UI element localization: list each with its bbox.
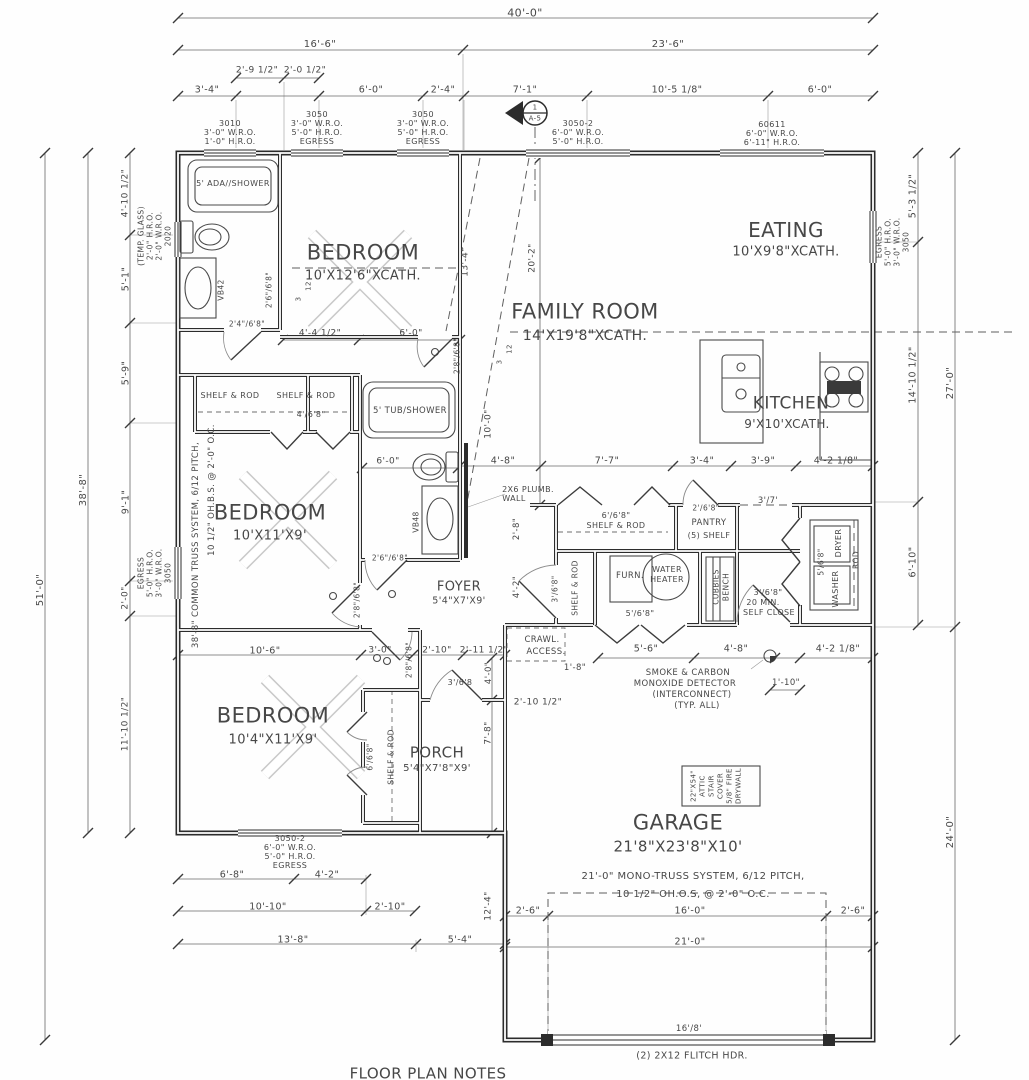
plan-label: 3'-0" W.R.O. xyxy=(396,119,450,128)
plan-label: 2'-10" xyxy=(422,645,452,656)
plan-label: 10'-0" xyxy=(483,409,494,439)
plan-label: 7'-1" xyxy=(512,84,538,96)
plan-label: 5/8" FIRE xyxy=(725,768,734,804)
plan-label: 3 xyxy=(294,296,303,302)
plan-label: 11'-10 1/2" xyxy=(120,696,131,752)
plan-label: 2'-11 1/2" xyxy=(459,645,509,656)
plan-label: 6'-0" xyxy=(807,84,833,96)
plan-label: 14'-10 1/2" xyxy=(907,346,919,404)
plan-label: 6'-0" W.R.O. xyxy=(745,129,799,138)
plan-label: 3050 xyxy=(306,110,328,119)
plan-label: 4'-2" xyxy=(511,575,522,599)
plan-label: 2'-9 1/2" xyxy=(235,65,279,76)
plan-label: 2'-10" xyxy=(374,901,406,913)
plan-label: 5'-0" H.R.O. xyxy=(883,217,893,267)
plan-label: 1'-10" xyxy=(772,677,800,688)
plan-label: 3'-9" xyxy=(750,455,776,467)
plan-label: 16'-0" xyxy=(674,905,706,917)
plan-label: 9'X10'XCATH. xyxy=(744,417,830,431)
plan-label: 4'-0" xyxy=(483,661,494,685)
plan-label: 3'-0" W.R.O. xyxy=(290,119,344,128)
plan-label: (TEMP. GLASS) xyxy=(136,206,146,266)
plan-label: 1'-8" xyxy=(563,662,587,673)
plan-label: 3 xyxy=(495,359,504,365)
plan-label: 10'X11'X9' xyxy=(233,528,307,544)
section-marker-number: 1 xyxy=(532,103,538,112)
room-kitchen: KITCHEN xyxy=(752,393,830,414)
room-bedroom-1: BEDROOM xyxy=(306,240,420,265)
plan-label: 21'-0" xyxy=(674,936,706,948)
plan-label: 5'-0" H.R.O. xyxy=(397,128,449,137)
plan-label: 2'6"/6'8" xyxy=(371,553,409,563)
plan-label: DRYWALL xyxy=(734,767,743,805)
note-truss-main: 38'-8" COMMON TRUSS SYSTEM, 6/12 PITCH, xyxy=(190,441,201,649)
plan-label: (INTERCONNECT) xyxy=(652,689,732,700)
plan-label: 3'-4" xyxy=(689,455,715,467)
plan-label: 5'/6'8" xyxy=(816,548,826,576)
plan-label: 3'-0" W.R.O. xyxy=(154,548,164,598)
plan-label: 13'-4" xyxy=(460,247,471,277)
plan-label: EGRESS xyxy=(299,137,335,146)
plan-label: 3050-2 xyxy=(274,834,306,843)
plan-label: MONOXIDE DETECTOR xyxy=(633,678,737,689)
plan-label: 6'-11" H.R.O. xyxy=(743,138,801,147)
plan-label: EGRESS xyxy=(272,861,308,870)
plan-label: 5'-6" xyxy=(633,643,659,655)
plan-label: 6'-0" xyxy=(358,84,384,96)
plan-label: 2020 xyxy=(163,225,173,247)
plan-label: 5'-3 1/2" xyxy=(907,173,919,219)
plan-label: 5'-0" H.R.O. xyxy=(264,852,316,861)
plan-label: 3'-0" xyxy=(368,645,392,656)
plan-label: 3'/6'8 xyxy=(447,678,473,687)
plan-label: 5'-0" H.R.O. xyxy=(145,548,155,598)
plan-label: 5'-0" H.R.O. xyxy=(291,128,343,137)
plan-label: VB42 xyxy=(216,279,226,301)
plan-label: 5'-4" xyxy=(447,934,473,946)
plan-label: 40'-0" xyxy=(507,6,543,20)
plan-label: 10 1/2" OH.O.S, @ 2'-0" O.C. xyxy=(616,889,770,900)
plan-label: 14'X19'8"XCATH. xyxy=(522,328,648,344)
plan-label: CUBBIES xyxy=(711,569,721,605)
plan-label: 38'-8" xyxy=(78,473,89,507)
plan-label: DRYER xyxy=(834,528,843,558)
plan-label: 23'-6" xyxy=(651,39,685,50)
plan-label: 6'-0" W.R.O. xyxy=(551,128,605,137)
plan-label: 5'4"X7'X9' xyxy=(432,595,486,607)
plan-label: 10'-5 1/8" xyxy=(651,84,703,96)
plan-label: 6'-10" xyxy=(907,546,919,578)
plan-label: 12 xyxy=(304,281,313,291)
plan-label: 2'-6" xyxy=(515,905,541,917)
plan-label: 6'-0" xyxy=(399,328,423,339)
plan-label: 2'-8" xyxy=(511,517,522,541)
plan-label: SHELF & ROD xyxy=(586,521,646,530)
plan-label: 12 xyxy=(505,344,514,354)
plan-label: SHELF & ROD xyxy=(570,560,580,616)
plan-label: 3'/6'8" xyxy=(753,588,783,597)
plan-label: EGRESS xyxy=(874,225,884,259)
room-bedroom-3: BEDROOM xyxy=(216,703,330,728)
plan-label: 10'-10" xyxy=(249,901,287,913)
plan-label: 6'/6'8" xyxy=(601,511,631,520)
plan-label: COVER xyxy=(716,772,725,800)
plan-label: 3050-2 xyxy=(562,119,594,128)
note-truss-garage: 21'-0" MONO-TRUSS SYSTEM, 6/12 PITCH, xyxy=(581,871,805,882)
plan-label: ROD xyxy=(851,550,861,570)
plan-label: 2'8"/6'8" xyxy=(352,581,362,619)
plan-label: (TYP. ALL) xyxy=(674,700,720,711)
plan-label: 3010 xyxy=(219,119,241,128)
plan-label: 2'-0" H.R.O. xyxy=(145,211,155,261)
plan-label: 2'/6'8" xyxy=(692,503,720,513)
plan-label: 2'4"/6'8" xyxy=(228,319,266,329)
plan-label: 4'-2" xyxy=(314,869,340,881)
plan-label: 6'-8" xyxy=(219,869,245,881)
sheet-title: FLOOR PLAN NOTES xyxy=(349,1064,507,1080)
plan-label: 2'-0 1/2" xyxy=(283,65,327,76)
plan-label: (5) SHELF xyxy=(687,531,731,540)
plan-label: 5'4"X7'8"X9' xyxy=(403,763,471,774)
plan-label: 1'-0" H.R.O. xyxy=(204,137,256,146)
note-garage-header: (2) 2X12 FLITCH HDR. xyxy=(636,1050,748,1062)
plan-label: 2'8"/6'8" xyxy=(452,337,462,375)
plan-label: BENCH xyxy=(721,572,731,602)
plan-label: ATTIC xyxy=(698,775,707,797)
plan-label: 20 MIN. xyxy=(746,598,780,607)
room-eating: EATING xyxy=(748,218,824,242)
plan-label: 4'-10 1/2" xyxy=(120,168,131,218)
plan-label: 3050 xyxy=(163,562,173,584)
plan-label: SHELF & ROD xyxy=(200,391,260,400)
plan-label: PANTRY xyxy=(691,517,727,528)
plan-label: 10'4"X11'X9' xyxy=(228,732,318,748)
plan-label: 5' ADA//SHOWER xyxy=(196,179,270,188)
plan-label: 2'-4" xyxy=(430,84,456,96)
section-marker-sheet: A-5 xyxy=(528,114,542,123)
plan-label: ACCESS. xyxy=(526,646,566,657)
plan-label: 9'-1" xyxy=(120,489,132,515)
plan-label: WATER xyxy=(652,565,682,574)
room-family: FAMILY ROOM xyxy=(511,299,659,324)
plan-label: 5' TUB/SHOWER xyxy=(373,405,447,416)
plan-label: CRAWL. xyxy=(524,634,560,645)
plan-label: 2'-0" W.R.O. xyxy=(154,211,164,261)
plan-label: FURN. xyxy=(615,570,645,581)
plan-label: EGRESS xyxy=(405,137,441,146)
plan-label: 22"X54" xyxy=(689,770,698,802)
plan-label: 4'/6'8" xyxy=(296,410,326,419)
plan-label: 3'-0" W.R.O. xyxy=(892,217,902,267)
plan-label: 2'-10 1/2" xyxy=(513,697,563,708)
plan-label: 51'-0" xyxy=(35,573,46,607)
plan-label: SHELF & ROD xyxy=(276,391,336,400)
plan-label: SELF CLOSE xyxy=(743,608,795,617)
room-porch: PORCH xyxy=(409,743,465,762)
plan-label: 12'-4" xyxy=(483,891,494,921)
plan-label: 10'X12'6"XCATH. xyxy=(305,268,421,284)
plan-label: 16'/8' xyxy=(675,1023,703,1034)
plan-label: 2'6"/6'8" xyxy=(264,271,274,309)
plan-label: 10 1/2" OH.B.S. @ 2'-0" O.C. xyxy=(206,424,217,556)
plan-label: 10'-6" xyxy=(249,645,281,657)
plan-label: STAIR xyxy=(707,775,716,797)
plan-label: 4'-8" xyxy=(490,455,516,467)
plan-label: 4'-2 1/8" xyxy=(815,643,861,655)
plan-label: WALL xyxy=(502,494,526,503)
note-smoke-detector: SMOKE & CARBON xyxy=(645,667,731,678)
plan-label: 3'/7' xyxy=(757,495,779,506)
plan-label: 5'/6'8" xyxy=(625,609,655,618)
plan-label: 24'-0" xyxy=(945,815,956,849)
plan-label: 3'-4" xyxy=(194,84,220,96)
plan-label: 5'-9" xyxy=(120,360,132,386)
plan-label: 6'-0" xyxy=(376,456,400,467)
note-plumb-wall: 2X6 PLUMB. xyxy=(502,485,554,494)
plan-label: 2'-6" xyxy=(840,905,866,917)
plan-label: 27'-0" xyxy=(945,366,956,400)
plan-label: 4'-2 1/8" xyxy=(813,455,859,467)
plan-label: 60611 xyxy=(758,120,786,129)
plan-label: 10'X9'8"XCATH. xyxy=(732,244,840,260)
plan-label: 20'-2" xyxy=(527,243,538,273)
plan-label: 6'/6'8" xyxy=(365,743,375,771)
plan-label: 4'-8" xyxy=(723,643,749,655)
plan-label: 4'-4 1/2" xyxy=(298,328,342,339)
plan-label: EGRESS xyxy=(136,556,146,590)
room-garage: GARAGE xyxy=(632,810,724,835)
plan-label: 2'-0" xyxy=(120,586,131,610)
plan-label: 7'-7" xyxy=(594,455,620,467)
plan-label: 21'8"X23'8"X10' xyxy=(613,837,743,856)
plan-label: 16'-6" xyxy=(303,39,337,50)
plan-label: 6'-0" W.R.O. xyxy=(263,843,317,852)
plan-label: 7'-8" xyxy=(483,721,494,745)
plan-label: 3050 xyxy=(901,231,911,253)
plan-label: 2'8"/6'8" xyxy=(404,641,414,679)
plan-label: 13'-8" xyxy=(277,934,309,946)
plan-label: 5'-0" H.R.O. xyxy=(552,137,604,146)
plan-label: WASHER xyxy=(831,570,840,608)
plan-label: HEATER xyxy=(650,575,684,584)
room-bedroom-2: BEDROOM xyxy=(213,500,327,525)
plan-label: 3050 xyxy=(412,110,434,119)
plan-label: SHELF & ROD xyxy=(386,729,396,785)
plan-label: VB48 xyxy=(411,511,421,533)
room-foyer: FOYER xyxy=(436,579,482,595)
plan-label: 3'-0" W.R.O. xyxy=(203,128,257,137)
plan-label: 3'/6'8" xyxy=(550,575,560,603)
plan-label: 5'-1" xyxy=(120,266,132,292)
